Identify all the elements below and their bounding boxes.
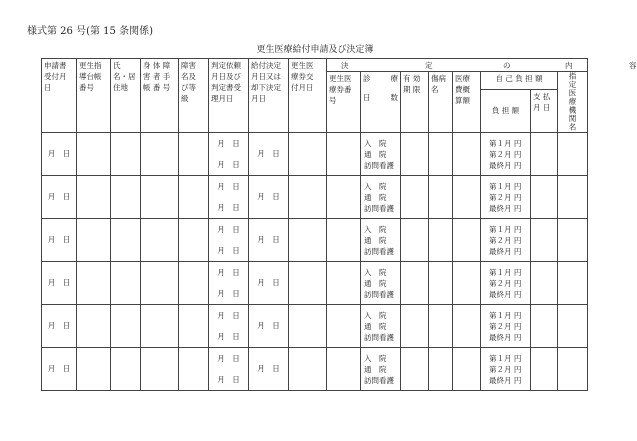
header-disease-line: 傷病 [431, 74, 446, 83]
care-type-label: 訪問看護 [364, 203, 394, 213]
header-designated [558, 72, 588, 133]
burden-month-label: 第２月 円 [489, 278, 522, 288]
care-type-label: 通 院 [364, 364, 387, 374]
header-decision-request-line: 月日及び [211, 72, 241, 81]
ledger-row [42, 261, 588, 304]
receipt-date-cell[interactable]: 月 日 [42, 347, 77, 390]
care-type-label: 通 院 [364, 235, 387, 245]
header-self-pay: 自 己 負 担 額 [481, 72, 558, 90]
header-cost-estimate-line: 医療 [455, 74, 470, 83]
header-grant-decision-line: 却下決定 [251, 83, 281, 92]
burden-month-label: 第２月 円 [489, 364, 522, 374]
designated-cell[interactable] [558, 304, 588, 347]
care-type-label: 訪問看護 [364, 375, 394, 385]
header-handbook-no-line: 害 者 手 [143, 72, 171, 81]
decision-group-char: の [503, 61, 511, 70]
ledger-row [42, 347, 588, 390]
care-type-label: 通 院 [364, 278, 387, 288]
month-day-text: 月 日 [217, 331, 240, 341]
payment-date-cell[interactable] [531, 304, 558, 347]
voucher-issue-cell[interactable] [289, 175, 327, 218]
burden-month-label: 第２月 円 [489, 235, 522, 245]
burden-month-label: 第１月 円 [489, 310, 522, 320]
burden-month-label: 第２月 円 [489, 149, 522, 159]
treatment-days-cell[interactable] [361, 132, 401, 175]
voucher-issue-cell[interactable] [289, 304, 327, 347]
ledger-table [41, 58, 637, 391]
header-handbook-no [141, 59, 179, 133]
treatment-days-cell[interactable] [361, 218, 401, 261]
disease-cell[interactable] [429, 347, 453, 390]
month-day-text: 月 日 [217, 267, 240, 277]
care-type-label: 訪問看護 [364, 160, 394, 170]
header-voucher-no [327, 72, 361, 133]
designated-cell[interactable] [558, 347, 588, 390]
grant-decision-cell[interactable]: 月 日 [249, 218, 289, 261]
disability-cell[interactable] [179, 132, 209, 175]
burden-month-label: 第１月 円 [489, 181, 522, 191]
cost-estimate-cell[interactable] [453, 304, 481, 347]
disability-cell[interactable] [179, 175, 209, 218]
treatment-days-char: 日 [363, 93, 371, 102]
decision-request-cell[interactable] [209, 347, 249, 390]
header-grant-decision-line: 給付決定 [251, 61, 281, 70]
header-registry-no-line: 導台帳 [79, 72, 102, 81]
registry-no-cell[interactable] [77, 132, 111, 175]
header-grant-decision [249, 59, 289, 133]
receipt-date-cell[interactable]: 月 日 [42, 261, 77, 304]
header-cost-estimate-line: 算額 [455, 96, 470, 105]
header-decision-request-line: 理月日 [211, 94, 234, 103]
cost-estimate-cell[interactable] [453, 218, 481, 261]
treatment-days-cell[interactable] [361, 304, 401, 347]
burden-amount-cell[interactable] [481, 218, 531, 261]
header-payment-date [531, 89, 558, 132]
month-day-text: 月 日 [217, 159, 240, 169]
header-name-address [111, 59, 141, 133]
handbook-no-cell[interactable] [141, 218, 179, 261]
header-handbook-no-line: 身 体 障 [143, 61, 171, 70]
payment-date-cell[interactable] [531, 347, 558, 390]
burden-month-label: 第２月 円 [489, 192, 522, 202]
grant-decision-cell[interactable]: 月 日 [249, 132, 289, 175]
burden-month-label: 最終月 円 [489, 375, 522, 385]
header-receipt-date-line: 申請書 [44, 61, 67, 70]
burden-amount-cell[interactable] [481, 175, 531, 218]
name-address-cell[interactable] [111, 175, 141, 218]
disease-cell[interactable] [429, 218, 453, 261]
header-decision-request-line: 判定依頼 [211, 61, 241, 70]
burden-month-label: 第１月 円 [489, 224, 522, 234]
burden-amount-cell[interactable] [481, 132, 531, 175]
validity-cell[interactable] [401, 218, 429, 261]
month-day-text: 月 日 [217, 245, 240, 255]
disability-cell[interactable] [179, 261, 209, 304]
header-name-address-line: 住地 [113, 83, 128, 92]
care-type-label: 通 院 [364, 192, 387, 202]
month-day-text: 月 日 [217, 374, 240, 384]
header-voucher-no-line: 更生医 [329, 74, 352, 83]
burden-amount-cell[interactable] [481, 347, 531, 390]
handbook-no-cell[interactable] [141, 175, 179, 218]
decision-group-char: 容 [629, 61, 637, 70]
treatment-days-cell[interactable] [361, 261, 401, 304]
month-day-text: 月 日 [217, 288, 240, 298]
burden-month-label: 第１月 円 [489, 353, 522, 363]
burden-month-label: 第２月 円 [489, 321, 522, 331]
cost-estimate-cell[interactable] [453, 261, 481, 304]
name-address-cell[interactable] [111, 261, 141, 304]
burden-month-label: 最終月 円 [489, 203, 522, 213]
month-day-text: 月 日 [217, 353, 240, 363]
disease-cell[interactable] [429, 175, 453, 218]
header-validity-line: 有 効 [403, 74, 421, 83]
burden-month-label: 最終月 円 [489, 246, 522, 256]
care-type-label: 入 院 [364, 224, 387, 234]
header-decision-group [327, 59, 637, 72]
validity-cell[interactable] [401, 304, 429, 347]
treatment-days-char: 療 [390, 74, 398, 83]
validity-cell[interactable] [401, 261, 429, 304]
validity-cell[interactable] [401, 175, 429, 218]
voucher-issue-cell[interactable] [289, 132, 327, 175]
header-receipt-date-line: 受付月 [44, 72, 67, 81]
care-type-label: 入 院 [364, 267, 387, 277]
header-voucher-issue-line: 療券交 [291, 72, 314, 81]
voucher-no-cell[interactable] [327, 175, 361, 218]
header-validity-line: 期 限 [403, 85, 421, 94]
disease-cell[interactable] [429, 304, 453, 347]
payment-date-cell[interactable] [531, 132, 558, 175]
decision-group-char: 内 [565, 61, 573, 70]
form-title: 更生医療給付申請及び決定簿 [256, 45, 374, 55]
burden-month-label: 第１月 円 [489, 138, 522, 148]
disability-cell[interactable] [179, 218, 209, 261]
care-type-label: 通 院 [364, 149, 387, 159]
grant-decision-cell[interactable]: 月 日 [249, 347, 289, 390]
header-name-address-line: 氏 [113, 61, 121, 70]
handbook-no-cell[interactable] [141, 304, 179, 347]
header-receipt-date [42, 59, 77, 133]
decision-group-char: 決 [341, 61, 349, 70]
designated-label: 指定医療機関名 [568, 72, 577, 132]
receipt-date-cell[interactable]: 月 日 [42, 218, 77, 261]
voucher-no-cell[interactable] [327, 347, 361, 390]
header-registry-no-line: 更生指 [79, 61, 102, 70]
header-validity [401, 72, 429, 133]
burden-amount-cell[interactable] [481, 304, 531, 347]
burden-amount-cell[interactable] [481, 261, 531, 304]
header-disability [179, 59, 209, 133]
treatment-days-cell[interactable] [361, 175, 401, 218]
payment-date-cell[interactable] [531, 218, 558, 261]
burden-month-label: 最終月 円 [489, 332, 522, 342]
month-day-text: 月 日 [217, 224, 240, 234]
care-type-label: 訪問看護 [364, 246, 394, 256]
header-treatment-days [361, 72, 401, 133]
header-payment-date-line: 支 払 [533, 91, 551, 101]
decision-request-cell[interactable] [209, 218, 249, 261]
disability-cell[interactable] [179, 304, 209, 347]
header-burden-amount: 負 担 額 [481, 89, 531, 132]
burden-month-label: 最終月 円 [489, 289, 522, 299]
ledger-row [42, 132, 588, 175]
treatment-days-char: 数 [390, 93, 398, 102]
burden-month-label: 最終月 円 [489, 160, 522, 170]
decision-request-cell[interactable] [209, 304, 249, 347]
voucher-no-cell[interactable] [327, 304, 361, 347]
ledger-row [42, 175, 588, 218]
header-disability-line: び等 [181, 83, 196, 92]
registry-no-cell[interactable] [77, 261, 111, 304]
name-address-cell[interactable] [111, 347, 141, 390]
voucher-issue-cell[interactable] [289, 218, 327, 261]
header-name-address-line: 名・居 [113, 72, 136, 81]
month-day-text: 月 日 [217, 310, 240, 320]
voucher-no-cell[interactable] [327, 261, 361, 304]
header-voucher-issue [289, 59, 327, 133]
header-voucher-no-line: 号 [329, 96, 337, 105]
grant-decision-cell[interactable]: 月 日 [249, 261, 289, 304]
registry-no-cell[interactable] [77, 347, 111, 390]
receipt-date-cell[interactable]: 月 日 [42, 304, 77, 347]
care-type-label: 入 院 [364, 310, 387, 320]
care-type-label: 訪問看護 [364, 332, 394, 342]
treatment-days-char: 診 [363, 74, 371, 83]
designated-cell[interactable] [558, 261, 588, 304]
header-disease-line: 名 [431, 85, 439, 94]
payment-date-cell[interactable] [531, 261, 558, 304]
ledger-row [42, 304, 588, 347]
voucher-no-cell[interactable] [327, 218, 361, 261]
header-decision-request-line: 判定書受 [211, 83, 241, 92]
header-grant-decision-line: 月日 [251, 94, 266, 103]
care-type-label: 入 院 [364, 181, 387, 191]
header-registry-no [77, 59, 111, 133]
handbook-no-cell[interactable] [141, 261, 179, 304]
cost-estimate-cell[interactable] [453, 347, 481, 390]
voucher-issue-cell[interactable] [289, 347, 327, 390]
decision-request-cell[interactable] [209, 175, 249, 218]
validity-cell[interactable] [401, 347, 429, 390]
care-type-label: 通 院 [364, 321, 387, 331]
voucher-no-cell[interactable] [327, 132, 361, 175]
ledger-row [42, 218, 588, 261]
name-address-cell[interactable] [111, 304, 141, 347]
receipt-date-cell[interactable]: 月 日 [42, 132, 77, 175]
header-receipt-date-line: 日 [44, 83, 52, 92]
header-decision-request [209, 59, 249, 133]
header-voucher-no-line: 療券番 [329, 85, 352, 94]
header-disability-line: 級 [181, 94, 189, 103]
name-address-cell[interactable] [111, 218, 141, 261]
care-type-label: 訪問看護 [364, 289, 394, 299]
validity-cell[interactable] [401, 132, 429, 175]
header-handbook-no-line: 帳 番 号 [143, 83, 171, 92]
treatment-days-cell[interactable] [361, 347, 401, 390]
handbook-no-cell[interactable] [141, 347, 179, 390]
registry-no-cell[interactable] [77, 175, 111, 218]
registry-no-cell[interactable] [77, 218, 111, 261]
handbook-no-cell[interactable] [141, 132, 179, 175]
decision-group-char: 定 [425, 61, 433, 70]
disease-cell[interactable] [429, 261, 453, 304]
month-day-text: 月 日 [217, 181, 240, 191]
name-address-cell[interactable] [111, 132, 141, 175]
registry-no-cell[interactable] [77, 304, 111, 347]
header-disease [429, 72, 453, 133]
grant-decision-cell[interactable]: 月 日 [249, 304, 289, 347]
header-grant-decision-line: 月日又は [251, 72, 281, 81]
header-voucher-issue-line: 更生医 [291, 61, 314, 70]
cost-estimate-cell[interactable] [453, 175, 481, 218]
receipt-date-cell[interactable]: 月 日 [42, 175, 77, 218]
decision-request-cell[interactable] [209, 132, 249, 175]
designated-cell[interactable] [558, 132, 588, 175]
header-disability-line: 名及 [181, 72, 196, 81]
header-cost-estimate [453, 72, 481, 133]
designated-cell[interactable] [558, 175, 588, 218]
header-cost-estimate-line: 費概 [455, 85, 470, 94]
burden-month-label: 第１月 円 [489, 267, 522, 277]
payment-date-cell[interactable] [531, 175, 558, 218]
care-type-label: 入 院 [364, 138, 387, 148]
disability-cell[interactable] [179, 347, 209, 390]
care-type-label: 入 院 [364, 353, 387, 363]
designated-cell[interactable] [558, 218, 588, 261]
month-day-text: 月 日 [217, 202, 240, 212]
form-label: 様式第 26 号(第 15 条関係) [27, 26, 153, 37]
month-day-text: 月 日 [217, 138, 240, 148]
header-disability-line: 障害 [181, 61, 196, 70]
voucher-issue-cell[interactable] [289, 261, 327, 304]
cost-estimate-cell[interactable] [453, 132, 481, 175]
header-payment-date-line: 月 日 [533, 102, 551, 112]
header-voucher-issue-line: 付月日 [291, 83, 314, 92]
decision-request-cell[interactable] [209, 261, 249, 304]
header-registry-no-line: 番号 [79, 83, 94, 92]
grant-decision-cell[interactable]: 月 日 [249, 175, 289, 218]
disease-cell[interactable] [429, 132, 453, 175]
